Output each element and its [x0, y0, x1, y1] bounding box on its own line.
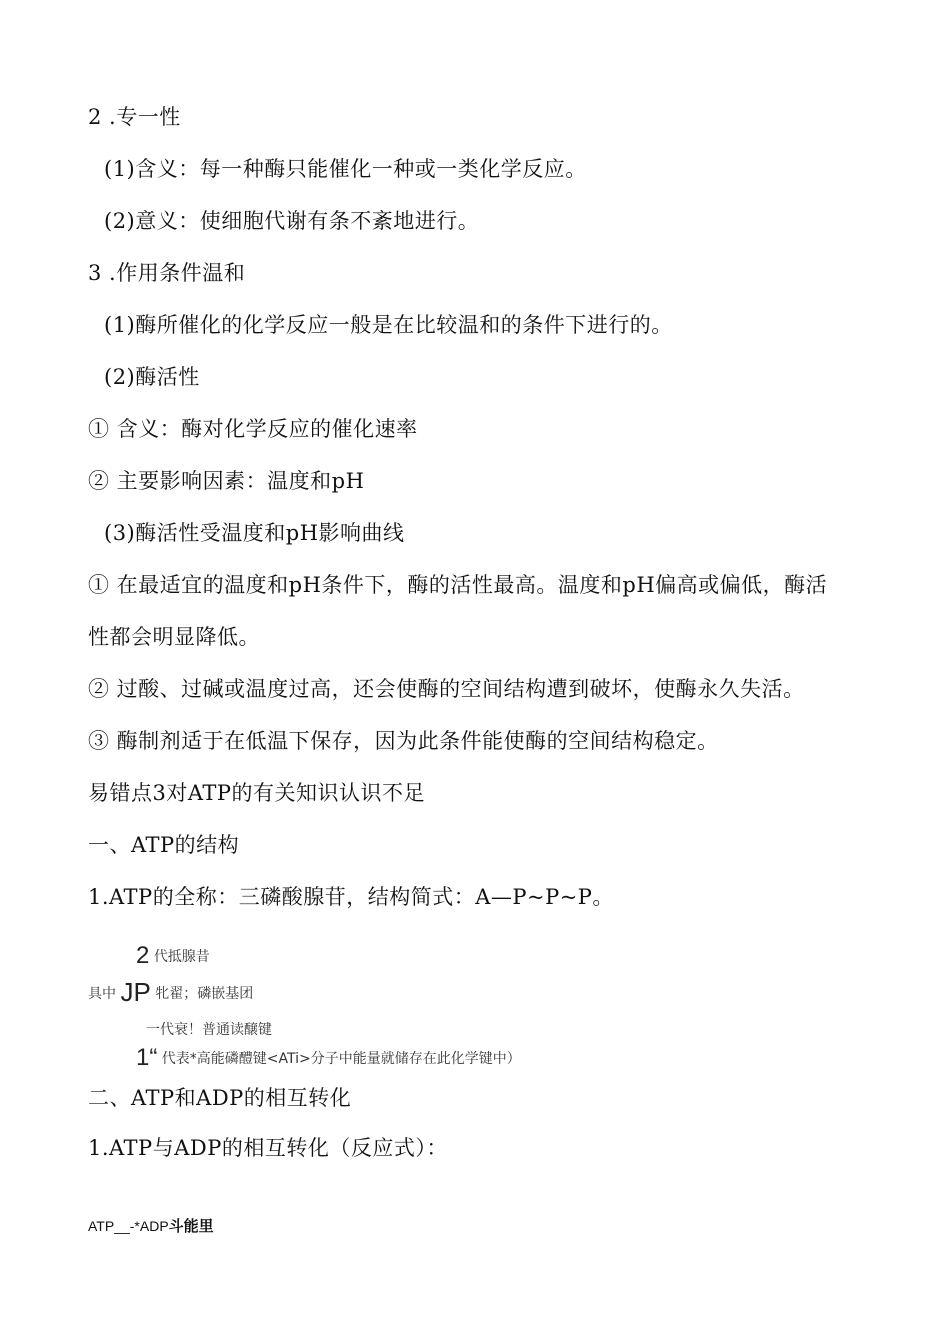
activity-curve-point-1-continued: 性都会明显降低。: [88, 625, 260, 649]
annotation-symbol: 1“: [136, 1044, 158, 1071]
annotation-row-high-energy-bond: [136, 1044, 521, 1071]
activity-curve-point-2: ② 过酸、过碱或温度过高，还会使酶的空间结构遭到破坏，使酶永久失活。: [88, 677, 805, 701]
annotation-row-ordinary-bond: [146, 1020, 272, 1040]
section-heading-mild-conditions: 3 .作用条件温和: [88, 261, 246, 285]
annotation-symbol: 2: [136, 942, 150, 969]
activity-curve-heading: (3)酶活性受温度和pH影响曲线: [104, 521, 405, 545]
mild-conditions-point-1: (1)酶所催化的化学反应一般是在比较温和的条件下进行的。: [104, 313, 673, 337]
error-point-heading: 易错点3对ATP的有关知识认识不足: [88, 781, 426, 805]
annotation-text: 牝翟；磷嵌基团: [155, 986, 254, 1002]
enzyme-activity-meaning: ① 含义：酶对化学反应的催化速率: [88, 417, 418, 441]
annotation-text: 一代衰！普通读醸键: [146, 1022, 272, 1038]
annotation-row-phosphate: [88, 977, 254, 1007]
annotation-text: 代抵腺昔: [153, 949, 210, 965]
annotation-symbol: JP: [120, 977, 151, 1007]
specificity-meaning: (1)含义：每一种酶只能催化一种或一类化学反应。: [104, 157, 587, 181]
reaction-equation: [88, 1216, 214, 1236]
atp-structure-heading: 一、ATP的结构: [88, 833, 240, 857]
annotation-row-adenosine: [136, 942, 210, 969]
equation-right: 斗能里: [168, 1217, 214, 1235]
activity-curve-point-3: ③ 酶制剂适于在低温下保存，因为此条件能使酶的空间结构稳定。: [88, 729, 719, 753]
equation-left: ATP__-*ADP: [88, 1218, 169, 1234]
enzyme-activity-heading: (2)酶活性: [104, 365, 200, 389]
enzyme-activity-factors: ② 主要影响因素：温度和pH: [88, 469, 365, 493]
specificity-significance: (2)意义：使细胞代谢有条不紊地进行。: [104, 209, 480, 233]
atp-adp-reaction-heading: 1.ATP与ADP的相互转化（反应式）：: [88, 1136, 448, 1160]
annotation-text: 代表*高能磷醴键<ATi>分子中能量就储存在此化学键中）: [161, 1051, 521, 1067]
annotation-prefix: 具中: [88, 986, 116, 1002]
section-heading-specificity: 2 .专一性: [88, 105, 181, 129]
atp-adp-conversion-heading: 二、ATP和ADP的相互转化: [88, 1086, 352, 1110]
atp-full-name: 1.ATP的全称：三磷酸腺苷，结构简式：A—P~P~P。: [88, 885, 614, 909]
activity-curve-point-1: ① 在最适宜的温度和pH条件下，酶的活性最高。温度和pH偏高或偏低，酶活: [88, 573, 828, 597]
